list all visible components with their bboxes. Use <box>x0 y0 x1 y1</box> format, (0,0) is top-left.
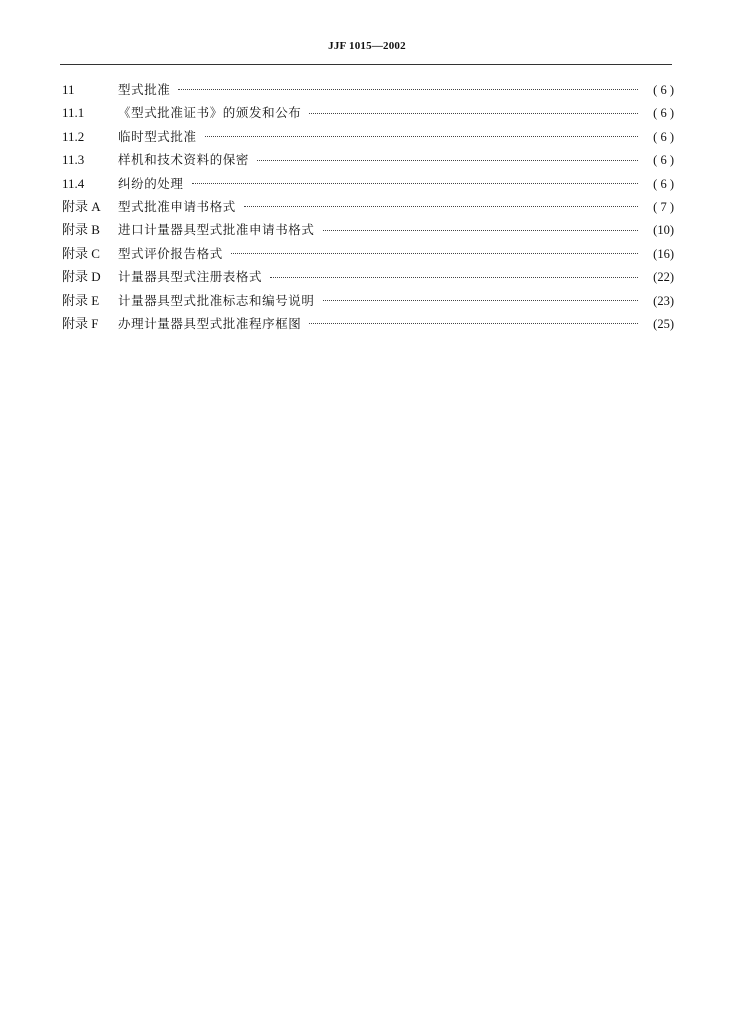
toc-entry-page: (10) <box>653 223 674 238</box>
toc-entry-number: 11.3 <box>62 152 85 168</box>
toc-entry-title: 样机和技术资料的保密 <box>118 152 250 168</box>
toc-entry[interactable] <box>62 265 674 288</box>
toc-entry-page: (22) <box>653 270 674 285</box>
toc-entry[interactable] <box>62 125 674 148</box>
toc-entry-page: ( 6 ) <box>653 153 674 168</box>
toc-entry-number: 附录 A <box>62 198 101 214</box>
table-of-contents <box>62 78 674 335</box>
toc-entry-page: ( 6 ) <box>653 129 674 144</box>
toc-entry[interactable] <box>62 172 674 195</box>
toc-dot-leader <box>192 183 638 184</box>
toc-entry-page: ( 6 ) <box>653 106 674 121</box>
toc-entry-number: 附录 C <box>62 245 100 261</box>
toc-entry-title: 《型式批准证书》的颁发和公布 <box>118 105 302 121</box>
toc-entry-number: 11 <box>62 82 75 97</box>
toc-dot-leader <box>178 89 638 90</box>
toc-entry[interactable] <box>62 148 674 171</box>
toc-entry-number: 11.4 <box>62 175 85 191</box>
toc-entry-number: 附录 D <box>62 269 101 285</box>
toc-entry-title: 计量器具型式注册表格式 <box>118 269 263 285</box>
toc-entry-title: 临时型式批准 <box>118 128 197 144</box>
toc-entry-page: ( 7 ) <box>653 199 674 214</box>
standard-code: JJF 1015—2002 <box>328 40 406 52</box>
toc-entry[interactable] <box>62 101 674 124</box>
toc-entry-title: 纠纷的处理 <box>118 175 184 191</box>
toc-entry-number: 附录 E <box>62 292 100 308</box>
toc-entry-title: 进口计量器具型式批准申请书格式 <box>118 222 315 238</box>
toc-entry[interactable] <box>62 218 674 241</box>
toc-dot-leader <box>205 136 638 137</box>
toc-dot-leader <box>323 300 638 301</box>
toc-entry[interactable] <box>62 78 674 101</box>
toc-entry-number: 附录 B <box>62 222 100 238</box>
toc-entry-page: ( 6 ) <box>653 176 674 191</box>
header-divider <box>60 64 672 65</box>
toc-entry-page: ( 6 ) <box>653 83 674 97</box>
toc-entry[interactable] <box>62 242 674 265</box>
toc-entry-number: 11.1 <box>62 105 85 121</box>
toc-entry[interactable] <box>62 312 674 335</box>
toc-dot-leader <box>309 323 638 324</box>
toc-dot-leader <box>244 206 638 207</box>
toc-entry-number: 附录 F <box>62 315 99 331</box>
toc-entry-number: 11.2 <box>62 128 85 144</box>
toc-entry-page: (23) <box>653 293 674 308</box>
toc-entry-page: (25) <box>653 316 674 331</box>
toc-entry-title: 计量器具型式批准标志和编号说明 <box>118 292 315 308</box>
page-header <box>0 40 734 52</box>
toc-dot-leader <box>309 113 638 114</box>
toc-entry-title: 型式评价报告格式 <box>118 245 223 261</box>
toc-entry-title: 型式批准申请书格式 <box>118 198 236 214</box>
toc-dot-leader <box>270 277 638 278</box>
toc-dot-leader <box>231 253 638 254</box>
toc-entry[interactable] <box>62 195 674 218</box>
toc-dot-leader <box>323 230 638 231</box>
toc-entry-title: 型式批准 <box>118 82 171 97</box>
toc-entry-title: 办理计量器具型式批准程序框图 <box>118 315 302 331</box>
toc-entry[interactable] <box>62 289 674 312</box>
toc-dot-leader <box>257 160 638 161</box>
toc-entry-page: (16) <box>653 246 674 261</box>
